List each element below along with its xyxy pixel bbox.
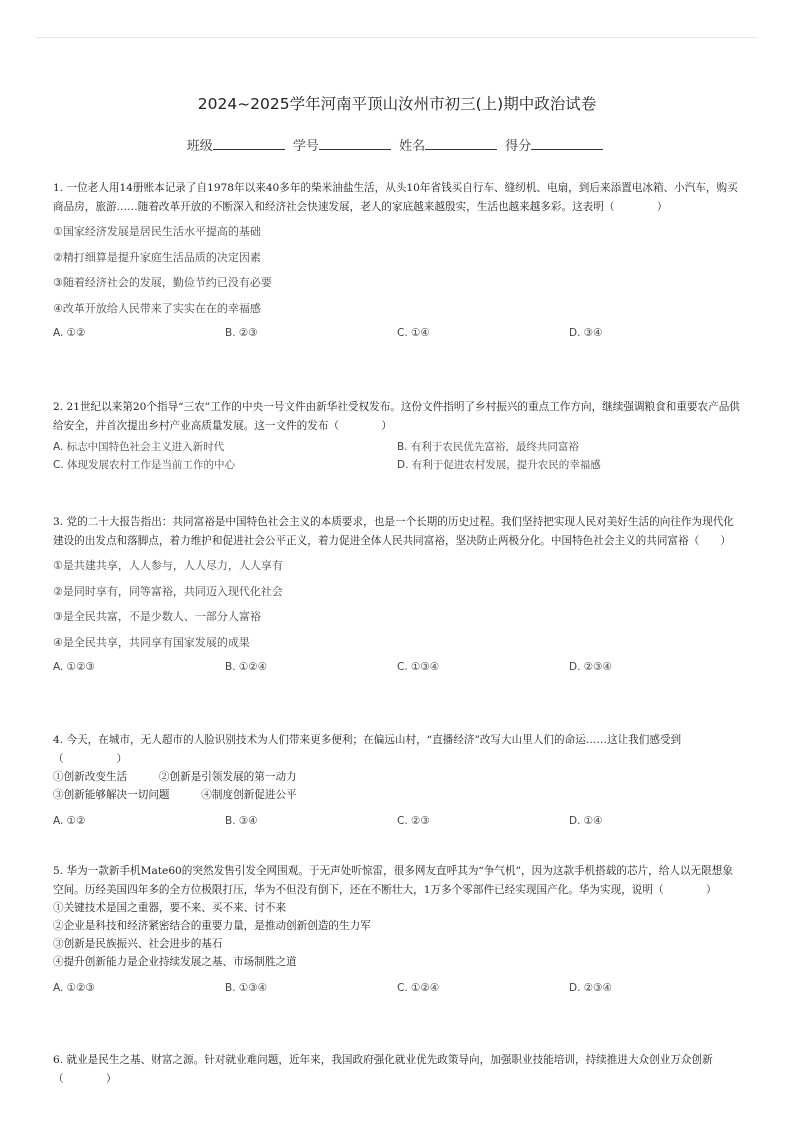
statement: ②是同时享有，同等富裕，共同迈入现代化社会 xyxy=(53,584,283,598)
choice-a[interactable]: A. ①②③ xyxy=(53,982,95,994)
choice-c[interactable]: C. ②③ xyxy=(397,815,430,827)
question-2 xyxy=(53,398,743,474)
statement: ④提升创新能力是企业持续发展之基、市场制胜之道 xyxy=(53,956,297,968)
choice-a[interactable]: A. ①② xyxy=(53,326,86,339)
statement: ③是全民共富，不是少数人、一部分人富裕 xyxy=(53,610,261,624)
choice-b[interactable]: B. ①③④ xyxy=(225,982,268,994)
choice-row xyxy=(53,658,743,678)
statement: ②企业是科技和经济紧密结合的重要力量，是推动创新创造的生力军 xyxy=(53,920,371,932)
question-stem: 1. 一位老人用14册账本记录了自1978年以来40多年的柴米油盐生活，从头10年省钱买自行车、缝纫机、电扇，到后来添置电冰箱、小汽车，购买商品房，旅游……随着改革开放的不断深入和经济社会快速发展，老人的家底越来越殷实，生活也越来越多彩。这表明（ ） xyxy=(53,182,738,213)
choice-row xyxy=(53,324,743,344)
choice-b[interactable]: B. ③④ xyxy=(225,815,258,827)
statement: ③创新是民族振兴、社会进步的基石 xyxy=(53,938,223,950)
choice-c[interactable]: C. ①②④ xyxy=(397,982,440,994)
choice-a[interactable]: A. 标志中国特色社会主义进入新时代 xyxy=(53,441,225,453)
choice-b[interactable]: B. 有利于农民优先富裕，最终共同富裕 xyxy=(397,441,579,453)
question-3 xyxy=(53,513,743,678)
choice-b[interactable]: B. ②③ xyxy=(225,326,258,339)
choice-d[interactable]: D. ②③④ xyxy=(569,982,612,994)
question-6 xyxy=(53,1051,743,1088)
statement: ④是全民共享，共同享有国家发展的成果 xyxy=(53,636,250,650)
choice-row xyxy=(53,979,743,999)
page-title: 2024~2025学年河南平顶山汝州市初三(上)期中政治试卷 xyxy=(197,95,597,113)
question-1 xyxy=(53,179,743,344)
field-id-label: 学号 xyxy=(292,139,319,154)
question-stem: 2. 21世纪以来第20个指导“三农”工作的中央一号文件由新华社受权发布。这份文件指明了乡村振兴的重点工作方向，继续强调粮食和重要农产品供给安全，并首次提出乡村产业高质量发展。这一文件的发布（ ） xyxy=(53,401,740,432)
student-info-line xyxy=(0,135,794,154)
choice-d[interactable]: D. ①④ xyxy=(569,815,603,827)
choice-row xyxy=(53,812,743,832)
question-stem: 6. 就业是民生之基、财富之源。针对就业难问题，近年来，我国政府强化就业优先政策导向，加强职业技能培训，持续推进大众创业万众创新（ ） xyxy=(53,1054,713,1085)
choice-d[interactable]: D. ③④ xyxy=(569,326,603,339)
field-class-blank[interactable] xyxy=(213,137,285,150)
field-id-blank[interactable] xyxy=(319,137,391,150)
statement: ①关键技术是国之重器，要不来、买不来、讨不来 xyxy=(53,902,287,914)
question-stem: 3. 党的二十大报告指出：共同富裕是中国特色社会主义的本质要求，也是一个长期的历史过程。我们坚持把实现人民对美好生活的向往作为现代化建设的出发点和落脚点，着力维护和促进社会公平正义，着力促进全体人民共同富裕，坚决防止两极分化。中国特色社会主义的共同富裕（ ） xyxy=(53,516,734,547)
top-divider xyxy=(36,37,758,38)
question-stem: 4. 今天，在城市，无人超市的人脸识别技术为人们带来更多便利；在偏远山村，“直播经济”改写大山里人们的命运……这让我们感受到（ ） xyxy=(53,734,682,765)
choice-a[interactable]: A. ①② xyxy=(53,815,86,827)
choice-row xyxy=(53,438,743,456)
choice-d[interactable]: D. 有利于促进农村发展，提升农民的幸福感 xyxy=(397,459,601,471)
question-stem: 5. 华为一款新手机Mate60的突然发售引发全网围观。于无声处听惊雷，很多网友直呼其为“争气机”，因为这款手机搭载的芯片，给人以无限想象空间。历经美国四年多的全方位极限打压，华为不但没有倒下，还在不断壮大，1万多个零部件已经实现国产化。华为实现，说明（ ） xyxy=(53,865,733,896)
choice-c[interactable]: C. 体现发展农村工作是当前工作的中心 xyxy=(53,459,236,471)
statement: ③随着经济社会的发展，勤俭节约已没有必要 xyxy=(53,276,272,290)
field-name-label: 姓名 xyxy=(399,139,426,154)
choice-b[interactable]: B. ①②④ xyxy=(225,660,268,673)
choice-a[interactable]: A. ①②③ xyxy=(53,660,95,673)
field-score-blank[interactable] xyxy=(531,137,603,150)
choice-c[interactable]: C. ①④ xyxy=(397,326,430,339)
choice-d[interactable]: D. ②③④ xyxy=(569,660,612,673)
statement: ①是共建共享，人人参与，人人尽力，人人享有 xyxy=(53,559,283,572)
field-name-blank[interactable] xyxy=(425,137,497,150)
statement: ③创新能够解决一切问题 ④制度创新促进公平 xyxy=(53,789,297,801)
choice-row xyxy=(53,456,743,474)
statement: ①创新改变生活 ②创新是引领发展的第一动力 xyxy=(53,771,297,783)
statement: ①国家经济发展是居民生活水平提高的基础 xyxy=(53,225,261,238)
statement: ④改革开放给人民带来了实实在在的幸福感 xyxy=(53,302,261,316)
field-score-label: 得分 xyxy=(505,139,532,154)
choice-c[interactable]: C. ①③④ xyxy=(397,660,440,673)
statement: ②精打细算是提升家庭生活品质的决定因素 xyxy=(53,250,261,264)
question-5 xyxy=(53,862,743,999)
question-4 xyxy=(53,731,743,832)
field-class-label: 班级 xyxy=(186,139,213,154)
